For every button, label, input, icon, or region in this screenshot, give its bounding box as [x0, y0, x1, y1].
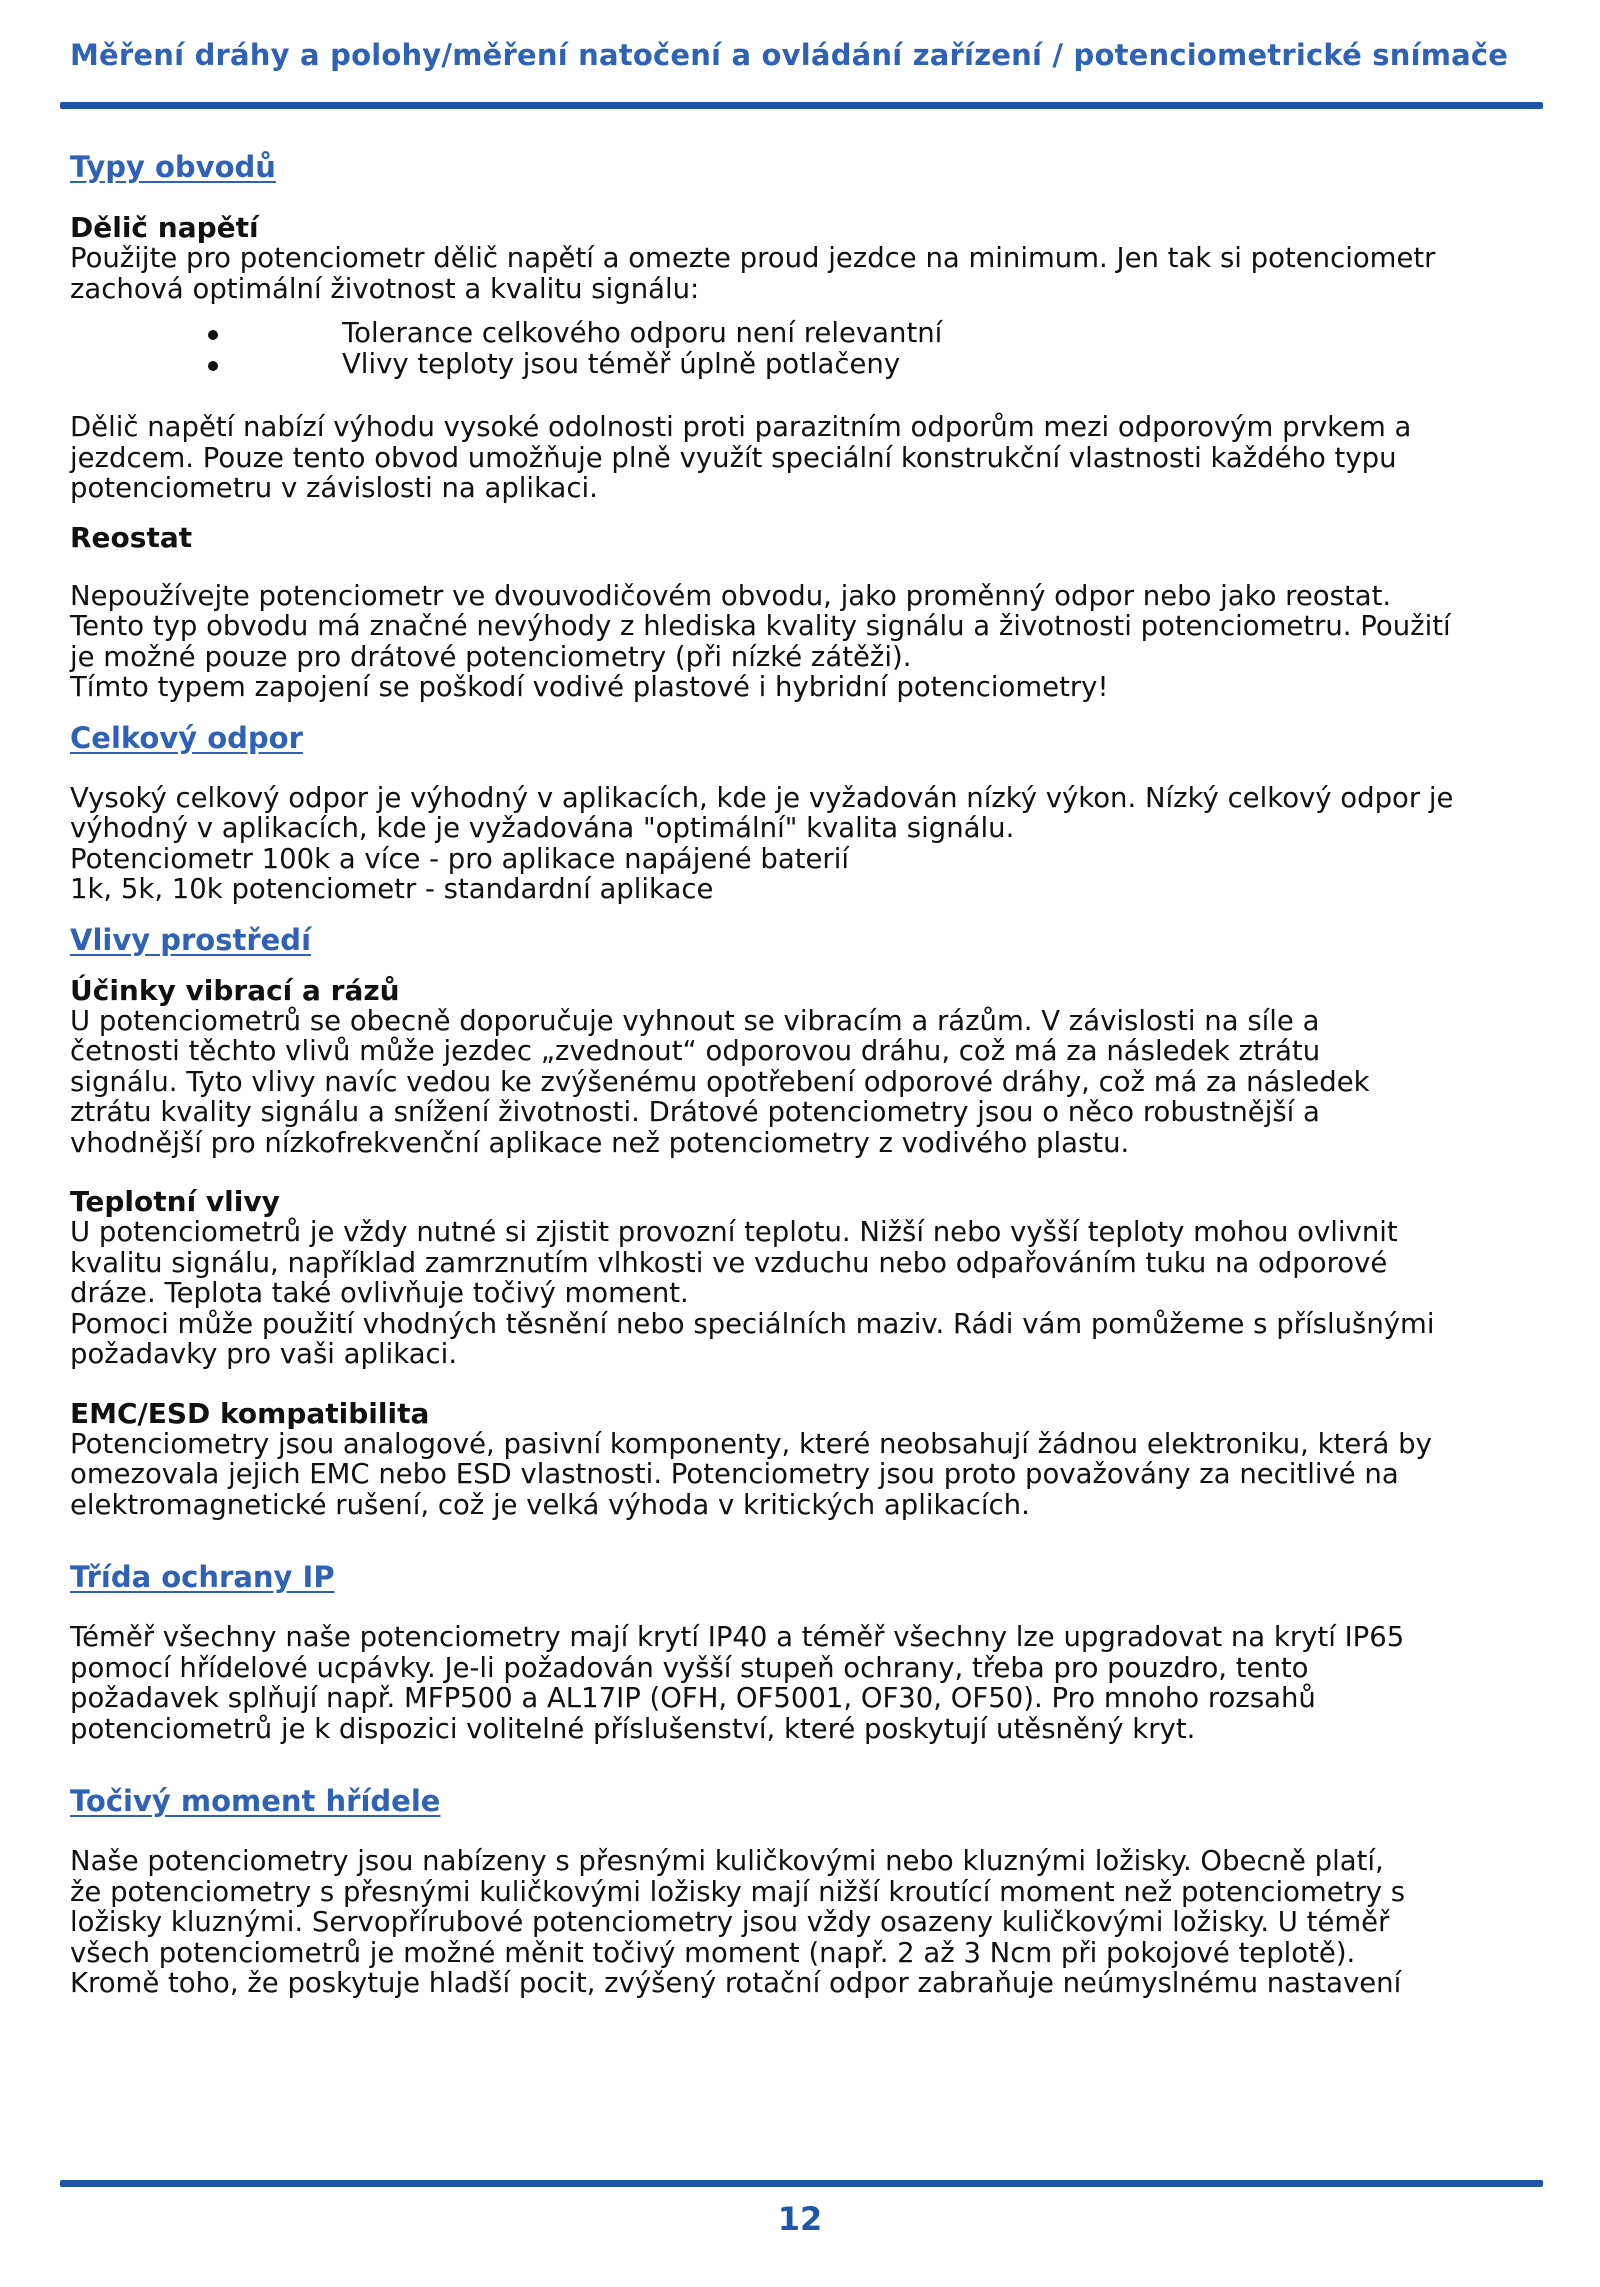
- paragraph-line: elektromagnetické rušení, což je velká výhoda v kritických aplikacích.: [70, 1488, 1030, 1521]
- paragraph-line: zachová optimální životnost a kvalitu signálu:: [70, 272, 700, 305]
- paragraph-line: kvalitu signálu, například zamrznutím vlhkosti ve vzduchu nebo odpařováním tuku na odporové: [70, 1246, 1388, 1279]
- section-title-tocivy-moment: Točivý moment hřídele: [70, 1784, 441, 1818]
- list-item-text: Vlivy teploty jsou téměř úplně potlačeny: [342, 348, 901, 380]
- paragraph-line: ložisky kluznými. Servopřírubové potenciometry jsou vždy osazeny kuličkovými ložisky. U téměř: [70, 1906, 1390, 1938]
- paragraph-line: Tento typ obvodu má značné nevýhody z hlediska kvality signálu a životnosti potenciometru. Použití: [70, 610, 1451, 642]
- paragraph-line: Téměř všechny naše potenciometry mají krytí IP40 a téměř všechny lze upgradovat na krytí IP65: [70, 1621, 1405, 1653]
- page-content: [70, 150, 1540, 1999]
- section-title-trida-ochrany: Třída ochrany IP: [70, 1560, 335, 1594]
- list-item: [70, 349, 1540, 380]
- paragraph-line: omezovala jejich EMC nebo ESD vlastnosti. Potenciometry jsou proto považovány za necitlivé na: [70, 1458, 1399, 1490]
- paragraph-line: signálu. Tyto vlivy navíc vedou ke zvýšenému opotřebení odporové dráhy, což má za následek: [70, 1065, 1370, 1098]
- paragraph-line: četnosti těchto vlivů může jezdec „zvednout“ odporovou dráhu, což má za následek ztrátu: [70, 1035, 1321, 1067]
- paragraph-line: výhodný v aplikacích, kde je vyžadována "optimální" kvalita signálu.: [70, 812, 1015, 844]
- paragraph-line: dráze. Teplota také ovlivňuje točivý moment.: [70, 1277, 689, 1309]
- bullet-list: [70, 318, 1540, 380]
- subsection-title-emc: EMC/ESD kompatibilita: [70, 1396, 430, 1430]
- footer-divider: [60, 2180, 1543, 2187]
- bullet-icon: [208, 361, 218, 371]
- paragraph-line: U potenciometrů se obecně doporučuje vyhnout se vibracím a rázům. V závislosti na síle a: [70, 1004, 1320, 1037]
- paragraph-line: U potenciometrů je vždy nutné si zjistit provozní teplotu. Nižší nebo vyšší teploty mohou ovlivnit: [70, 1216, 1398, 1248]
- paragraph-line: požadavek splňují např. MFP500 a AL17IP (OFH, OF5001, OF30, OF50). Pro mnoho rozsahů: [70, 1682, 1316, 1714]
- subsection-title-teplota: Teplotní vlivy: [70, 1185, 280, 1218]
- subsection-title-delic-napeti: Dělič napětí: [70, 211, 259, 244]
- paragraph-line: Použijte pro potenciometr dělič napětí a omezte proud jezdce na minimum. Jen tak si potenciometr: [70, 242, 1436, 274]
- bullet-icon: [208, 330, 218, 340]
- section-title-typy-obvodu: Typy obvodů: [70, 150, 276, 184]
- paragraph-line: Dělič napětí nabízí výhodu vysoké odolnosti proti parazitním odporům mezi odporovým prvkem a: [70, 411, 1412, 443]
- paragraph-line: Pomoci může použití vhodných těsnění nebo speciálních maziv. Rádi vám pomůžeme s příslušnými: [70, 1307, 1435, 1340]
- paragraph-line: Kromě toho, že poskytuje hladší pocit, zvýšený rotační odpor zabraňuje neúmyslnému nastavení: [70, 1967, 1402, 1999]
- subsection-title-reostat: Reostat: [70, 520, 193, 554]
- paragraph-line: Potenciometr 100k a více - pro aplikace napájené baterií: [70, 842, 850, 875]
- paragraph-line: je možné pouze pro drátové potenciometry (při nízké zátěži).: [70, 640, 912, 673]
- page-number: 12: [777, 2200, 823, 2238]
- paragraph-line: vhodnější pro nízkofrekvenční aplikace než potenciometry z vodivého plastu.: [70, 1126, 1130, 1159]
- paragraph-line: že potenciometry s přesnými kuličkovými ložisky mají nižší kroutící moment než potenciometry s: [70, 1875, 1406, 1908]
- paragraph-line: Potenciometry jsou analogové, pasivní komponenty, které neobsahují žádnou elektroniku, která by: [70, 1427, 1432, 1460]
- header-divider: [60, 102, 1543, 109]
- subsection-title-vibrace: Účinky vibrací a rázů: [70, 973, 400, 1007]
- paragraph-line: jezdcem. Pouze tento obvod umožňuje plně využít speciální konstrukční vlastnosti každého typu: [70, 441, 1397, 474]
- paragraph-line: Nepoužívejte potenciometr ve dvouvodičovém obvodu, jako proměnný odpor nebo jako reostat.: [70, 579, 1392, 612]
- paragraph-line: Tímto typem zapojení se poškodí vodivé plastové i hybridní potenciometry!: [70, 671, 1109, 703]
- paragraph-line: všech potenciometrů je možné měnit točivý moment (např. 2 až 3 Ncm při pokojové teplotě).: [70, 1936, 1356, 1969]
- paragraph-line: požadavky pro vaši aplikaci.: [70, 1338, 458, 1370]
- list-item-text: Tolerance celkového odporu není relevantní: [342, 317, 943, 349]
- paragraph-line: 1k, 5k, 10k potenciometr - standardní aplikace: [70, 873, 714, 905]
- paragraph-line: potenciometrů je k dispozici volitelné příslušenství, které poskytují utěsněný kryt.: [70, 1712, 1196, 1745]
- paragraph-line: ztrátu kvality signálu a snížení životnosti. Drátové potenciometry jsou o něco robustnější a: [70, 1096, 1320, 1128]
- paragraph-line: pomocí hřídelové ucpávky. Je-li požadován vyšší stupeň ochrany, třeba pro pouzdro, tento: [70, 1651, 1309, 1684]
- paragraph-line: Vysoký celkový odpor je výhodný v aplikacích, kde je vyžadován nízký výkon. Nízký celkový odpor je: [70, 781, 1454, 814]
- section-title-celkovy-odpor: Celkový odpor: [70, 720, 303, 755]
- list-item: [70, 318, 1540, 349]
- section-title-vlivy-prostredi: Vlivy prostředí: [70, 922, 312, 957]
- paragraph-line: potenciometru v závislosti na aplikaci.: [70, 472, 598, 504]
- paragraph-line: Naše potenciometry jsou nabízeny s přesnými kuličkovými nebo kluznými ložisky. Obecně platí,: [70, 1845, 1384, 1877]
- page-header-title: Měření dráhy a polohy/měření natočení a ovládání zařízení / potenciometrické snímače: [70, 38, 1509, 72]
